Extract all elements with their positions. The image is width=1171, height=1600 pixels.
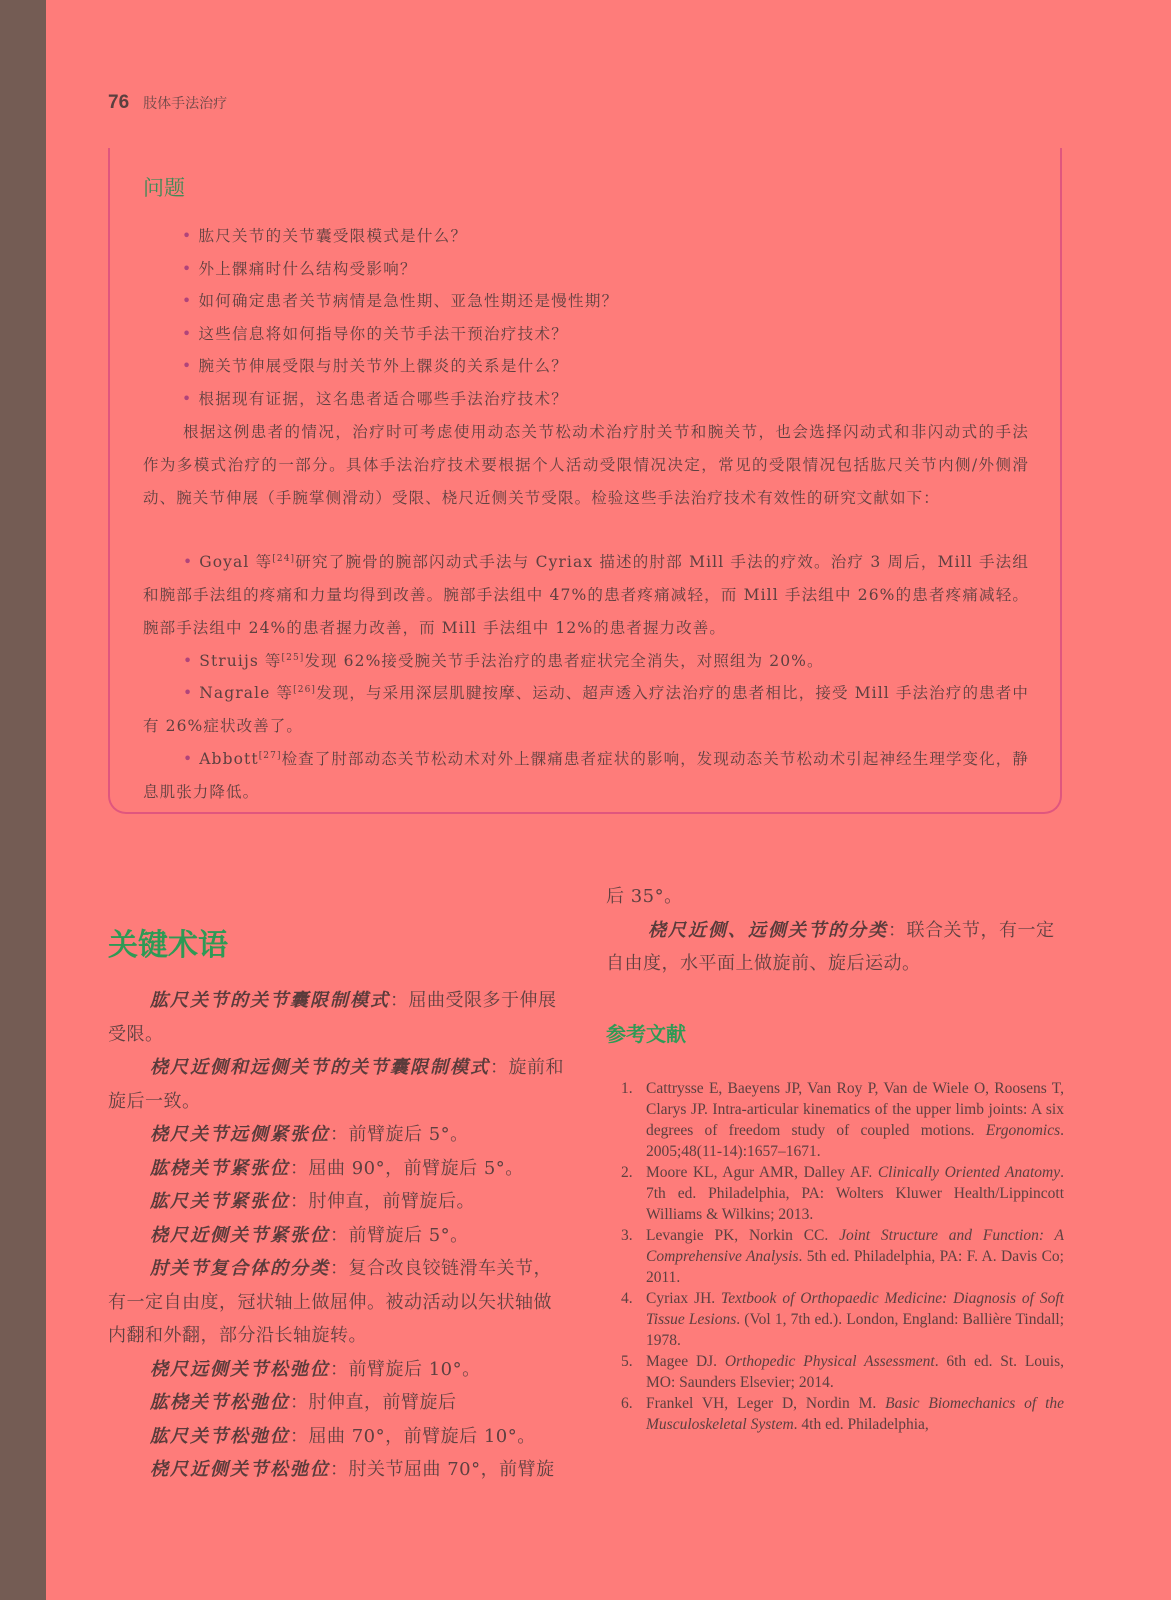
- question-item: • 根据现有证据，这名患者适合哪些手法治疗技术？: [182, 389, 569, 408]
- page-number: 76: [108, 92, 130, 113]
- questions-title: 问题: [143, 176, 185, 200]
- reference-item: 3. Levangie PK, Norkin CC. Joint Structure and Function: A Comprehensive Analysis. 5th ed. Philadelphia, PA: F. A. Davis Co; 2011.: [621, 1226, 1064, 1286]
- key-term-item: 肘关节复合体的分类：复合改良铰链滑车关节，有一定自由度，冠状轴上做屈伸。被动活动以矢状轴做内翻和外翻，部分沿长轴旋转。: [108, 1258, 552, 1346]
- key-terms-heading: 关键术语: [108, 928, 228, 963]
- question-item: • 外上髁痛时什么结构受影响？: [182, 259, 417, 278]
- intro-paragraph: 根据这例患者的情况，治疗时可考虑使用动态关节松动术治疗肘关节和腕关节，也会选择闪动式和非闪动式的手法作为多模式治疗的一部分。具体手法治疗技术要根据个人活动受限情况决定，常见的受限情况包括肱尺关节内侧/外侧滑动、腕关节伸展（手腕掌侧滑动）受限、桡尺近侧关节受限。检验这些手法治疗技术有效性的研究文献如下：: [143, 423, 1029, 507]
- classification-term: 桡尺近侧、远侧关节的分类：联合关节，有一定自由度，水平面上做旋前、旋后运动。: [606, 919, 1055, 974]
- evidence-abbott: • Abbott[27]检查了肘部动态关节松动术对外上髁痛患者症状的影响，发现动态关节松动术引起神经生理学变化，静息肌张力降低。: [143, 750, 1029, 801]
- bullet-icon: •: [183, 652, 194, 670]
- key-term-item: 桡尺近侧关节紧张位：前臂旋后 5°。: [150, 1224, 469, 1246]
- key-term-item: 肱尺关节的关节囊限制模式：屈曲受限多于伸展受限。: [108, 990, 557, 1045]
- bullet-icon: •: [182, 357, 193, 375]
- bullet-icon: •: [182, 227, 193, 245]
- key-term-item: 桡尺远侧关节松弛位：前臂旋后 10°。: [150, 1358, 481, 1380]
- key-term-item: 肱尺关节松弛位：屈曲 70°，前臂旋后 10°。: [150, 1425, 536, 1447]
- question-item: • 腕关节伸展受限与肘关节外上髁炎的关系是什么？: [182, 357, 569, 375]
- key-term-item: 肱尺关节紧张位：肘伸直，前臂旋后。: [150, 1191, 475, 1212]
- reference-item: 4. Cyriax JH. Textbook of Orthopaedic Medicine: Diagnosis of Soft Tissue Lesions. (Vol 1, 7th ed.). London, England: Ballière Tindall; 1978.: [621, 1289, 1064, 1349]
- question-item: • 肱尺关节的关节囊受限模式是什么？: [182, 227, 468, 245]
- bullet-icon: •: [182, 259, 193, 278]
- bullet-icon: •: [183, 750, 194, 768]
- evidence-struijs: • Struijs 等[25]发现 62%接受腕关节手法治疗的患者症状完全消失，对照组为 20%。: [183, 652, 824, 670]
- key-term-item: 肱桡关节紧张位：屈曲 90°，前臂旋后 5°。: [150, 1157, 524, 1179]
- question-item: • 这些信息将如何指导你的关节手法干预治疗技术？: [182, 324, 569, 343]
- evidence-nagrale: • Nagrale 等[26]发现，与采用深层肌腱按摩、运动、超声透入疗法治疗的患者相比，接受 Mill 手法治疗的患者中有 26%症状改善了。: [143, 684, 1029, 735]
- page-spine: [0, 0, 46, 1600]
- references-list: [606, 1078, 1064, 1435]
- key-term-item: 肱桡关节松弛位：肘伸直，前臂旋后: [150, 1392, 457, 1413]
- bullet-icon: •: [182, 324, 193, 343]
- evidence-goyal: • Goyal 等[24]研究了腕骨的腕部闪动式手法与 Cyriax 描述的肘部 Mill 手法的疗效。治疗 3 周后，Mill 手法组和腕部手法组的疼痛和力量均得到改善。腕部手法组中 47%的患者疼痛减轻，而 Mill 手法组中 26%的患者疼痛减轻。腕部手法组中 24%的患者握力改善，而 Mill 手法组中 12%的患者握力改善。: [143, 553, 1029, 637]
- reference-item: 1. Cattrysse E, Baeyens JP, Van Roy P, Van de Wiele O, Roosens T, Clarys JP. Intra-articular kinematics of the upper limb joints: A six degrees of freedom study of coupled motions. Ergonomics. 2005;48(11-14):1657–1671.: [621, 1079, 1064, 1160]
- bullet-icon: •: [182, 389, 193, 408]
- question-item: • 如何确定患者关节病情是急性期、亚急性期还是慢性期？: [182, 292, 619, 310]
- bullet-icon: •: [183, 553, 194, 571]
- key-term-item: 桡尺近侧关节松弛位：肘关节屈曲 70°，前臂旋: [150, 1459, 555, 1480]
- bullet-icon: •: [182, 292, 193, 310]
- reference-item: 6. Frankel VH, Leger D, Nordin M. Basic Biomechanics of the Musculoskeletal System. 4th ed. Philadelphia,: [621, 1394, 1065, 1433]
- reference-item: 5. Magee DJ. Orthopedic Physical Assessment. 6th ed. St. Louis, MO: Saunders Elsevier; 2014.: [621, 1352, 1064, 1391]
- running-title: 肢体手法治疗: [143, 96, 228, 112]
- page-header: [108, 92, 227, 116]
- references-heading: 参考文献: [606, 1021, 686, 1046]
- key-term-item: 桡尺近侧和远侧关节的关节囊限制模式：旋前和旋后一致。: [108, 1057, 564, 1112]
- key-terms-list: [108, 984, 568, 1487]
- questions-list: [182, 220, 1042, 415]
- reference-item: 2. Moore KL, Agur AMR, Dalley AF. Clinically Oriented Anatomy. 7th ed. Philadelphia, PA: Wolters Kluwer Health/Lippincott Williams & Wilkins; 2013.: [621, 1163, 1065, 1223]
- key-term-continuation: 后 35°。: [606, 886, 683, 907]
- key-term-item: 桡尺关节远侧紧张位：前臂旋后 5°。: [150, 1124, 469, 1145]
- right-column: [606, 880, 1064, 1435]
- bullet-icon: •: [183, 684, 194, 702]
